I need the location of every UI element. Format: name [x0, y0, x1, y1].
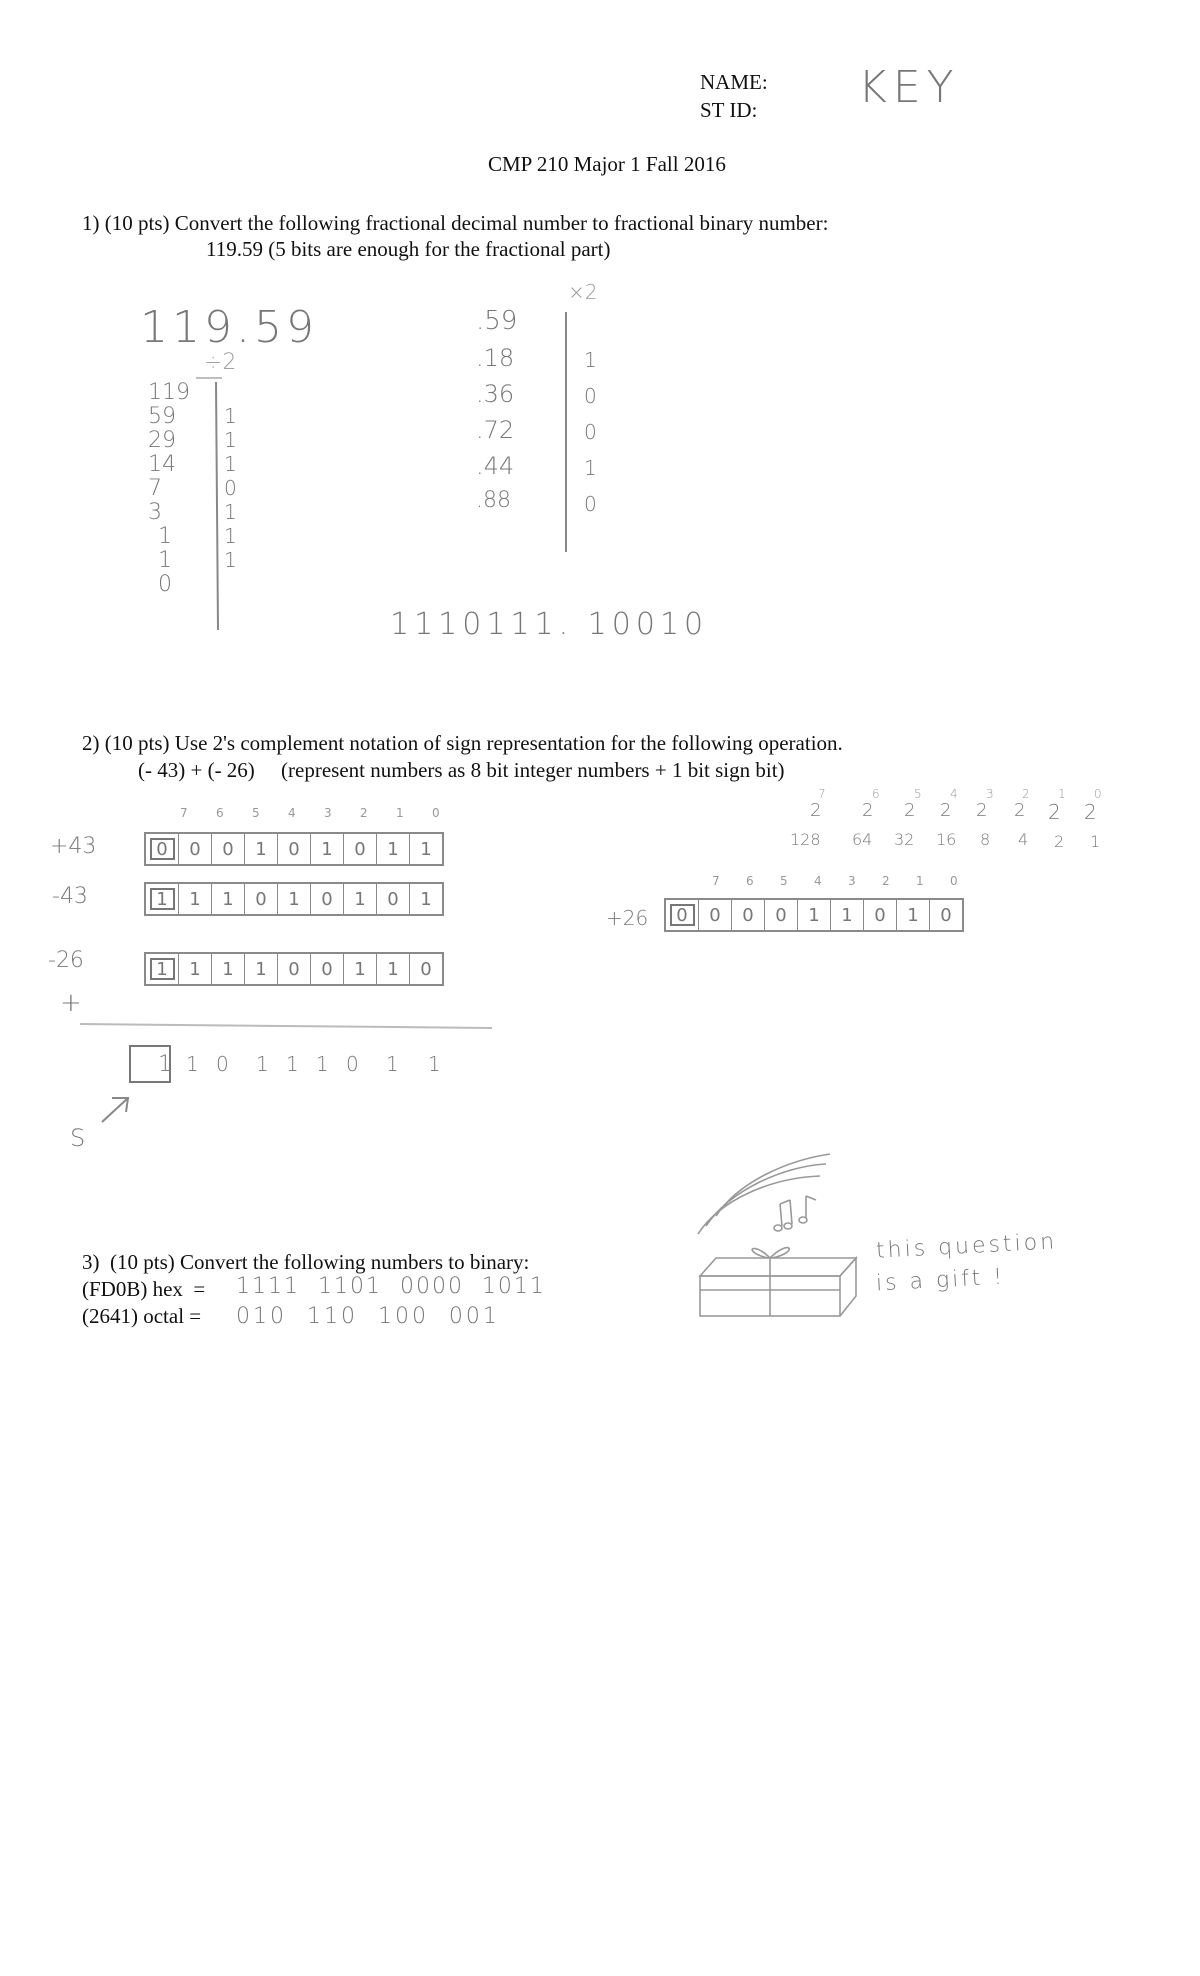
- bit-cell: 0: [940, 904, 952, 926]
- q1-remainder: 1: [224, 452, 237, 476]
- stid-label: ST ID:: [700, 98, 758, 122]
- q1-quotient: 3: [148, 500, 162, 525]
- bit-index: 3: [848, 874, 856, 888]
- octal-answer: 010 110 100 001: [236, 1304, 500, 1329]
- bit-index: 4: [814, 874, 822, 888]
- q1-quotient: 7: [148, 476, 162, 501]
- q1-quotient: 1: [158, 524, 172, 549]
- q1-frac-multiplier: ×2: [568, 280, 598, 304]
- q1-fraction: .88: [476, 488, 511, 513]
- result-bit: 1: [316, 1052, 329, 1076]
- row-label-neg43: -43: [52, 884, 88, 909]
- q1-quotient: 59: [148, 404, 176, 429]
- bit-cell: 1: [344, 884, 377, 914]
- power-value: 4: [1018, 830, 1029, 849]
- q1-divisor: ÷2: [204, 350, 237, 375]
- bit-cell: 0: [420, 958, 432, 980]
- hex-label: (FD0B) hex =: [82, 1277, 206, 1301]
- q1-frac-bit: 0: [584, 384, 597, 408]
- power-base: 2: [976, 800, 988, 821]
- q1-frac-bit: 0: [584, 492, 597, 516]
- bit-index: 7: [712, 874, 720, 888]
- bit-index: 6: [746, 874, 754, 888]
- bit-cell: 1: [420, 838, 432, 860]
- bit-index: 4: [288, 806, 296, 820]
- bit-index: 1: [916, 874, 924, 888]
- q1-fraction: .18: [476, 344, 515, 372]
- result-bit: 1: [386, 1052, 399, 1076]
- q1-frac-bit: 0: [584, 420, 597, 444]
- bit-cell: 1: [146, 954, 179, 984]
- bit-cell: 0: [666, 900, 699, 930]
- q1-frac-bit: 1: [584, 456, 597, 480]
- row-label-pos43: +43: [50, 834, 97, 859]
- power-exp: 6: [872, 787, 880, 801]
- bit-cell: 1: [146, 884, 179, 914]
- bit-cell: 0: [732, 900, 765, 930]
- power-exp: 5: [914, 787, 922, 801]
- bit-cell: 0: [245, 884, 278, 914]
- power-value: 64: [852, 830, 873, 849]
- q1-quotient: 29: [148, 428, 176, 453]
- bit-cell: 1: [831, 900, 864, 930]
- power-base: 2: [1048, 800, 1061, 824]
- bit-cell: 0: [864, 900, 897, 930]
- bit-cell: 0: [278, 834, 311, 864]
- bit-cell: 0: [311, 954, 344, 984]
- bit-cell: 1: [420, 888, 432, 910]
- q1-fraction: .36: [476, 380, 515, 408]
- power-value: 8: [980, 830, 991, 849]
- power-value: 16: [936, 830, 957, 849]
- bit-index: 2: [360, 806, 368, 820]
- power-exp: 7: [818, 787, 826, 801]
- bit-cell: 0: [765, 900, 798, 930]
- power-base: 2: [862, 800, 874, 821]
- bit-cell: 1: [212, 954, 245, 984]
- power-exp: 0: [1094, 787, 1102, 801]
- q2-subprompt: (- 43) + (- 26) (represent numbers as 8 bit integer numbers + 1 bit sign bit): [138, 758, 785, 782]
- bit-index: 7: [180, 806, 188, 820]
- q1-remainder: 1: [224, 428, 237, 452]
- q1-fraction: .72: [476, 416, 515, 444]
- result-bit: 1: [186, 1052, 199, 1076]
- name-label: NAME:: [700, 70, 768, 94]
- row-label-neg26: -26: [48, 948, 84, 973]
- q1-quotient: 0: [158, 572, 172, 597]
- bit-index: 0: [432, 806, 440, 820]
- power-exp: 2: [1022, 787, 1030, 801]
- q1-prompt: 1) (10 pts) Convert the following fractional decimal number to fractional binary number:: [82, 211, 829, 235]
- bit-index: 6: [216, 806, 224, 820]
- bit-cell: 1: [377, 954, 410, 984]
- bit-index: 5: [252, 806, 260, 820]
- bit-cell: 1: [212, 884, 245, 914]
- bit-index: 5: [780, 874, 788, 888]
- bit-index: 3: [324, 806, 332, 820]
- power-value: 128: [790, 830, 821, 849]
- bit-cell: 0: [377, 884, 410, 914]
- bit-cell: 1: [278, 884, 311, 914]
- q1-frac-bit: 1: [584, 348, 597, 372]
- power-base: 2: [1084, 800, 1097, 824]
- power-exp: 1: [1058, 787, 1066, 801]
- q1-remainder: 1: [224, 548, 237, 572]
- course-title: CMP 210 Major 1 Fall 2016: [488, 152, 726, 176]
- bit-cell: 1: [311, 834, 344, 864]
- result-bit: 1: [158, 1052, 172, 1077]
- result-bit: 0: [346, 1052, 359, 1076]
- bit-cell: 1: [897, 900, 930, 930]
- power-base: 2: [810, 800, 822, 821]
- q1-remainder: 1: [224, 404, 237, 428]
- bit-cell: 1: [245, 954, 278, 984]
- result-bit: 1: [286, 1052, 299, 1076]
- result-bit: 1: [428, 1052, 441, 1076]
- bit-cell: 1: [245, 834, 278, 864]
- bit-cell: 0: [179, 834, 212, 864]
- bit-cell: 0: [311, 884, 344, 914]
- bit-cell: 0: [212, 834, 245, 864]
- bit-index: 0: [950, 874, 958, 888]
- q1-fraction: .59: [476, 306, 518, 336]
- q1-subprompt: 119.59 (5 bits are enough for the fractional part): [206, 237, 611, 261]
- gift-caption-line1: this question: [875, 1229, 1058, 1264]
- q1-quotient: 1: [158, 548, 172, 573]
- power-value: 2: [1054, 832, 1065, 851]
- power-exp: 4: [950, 787, 958, 801]
- power-base: 2: [904, 800, 916, 821]
- result-bit: 1: [256, 1052, 269, 1076]
- bit-cell: 1: [179, 884, 212, 914]
- row-label-pos26: +26: [606, 906, 649, 930]
- sign-bit-label: S: [70, 1124, 86, 1152]
- bit-cell: 1: [344, 954, 377, 984]
- power-base: 2: [1014, 800, 1026, 821]
- q1-remainder: 1: [224, 500, 237, 524]
- power-value: 32: [894, 830, 915, 849]
- q1-remainder: 1: [224, 524, 237, 548]
- q1-quotient: 119: [148, 380, 190, 405]
- plus-sign: +: [60, 988, 82, 1018]
- bit-index: 1: [396, 806, 404, 820]
- bit-cell: 0: [344, 834, 377, 864]
- gift-caption-line2: is a gift !: [875, 1264, 1006, 1297]
- q3-prompt: 3) (10 pts) Convert the following numbers to binary:: [82, 1250, 530, 1274]
- power-value: 1: [1090, 832, 1101, 851]
- q1-quotient: 14: [148, 452, 176, 477]
- octal-label: (2641) octal =: [82, 1304, 202, 1328]
- q1-remainder: 0: [224, 476, 237, 500]
- key-mark: KEY: [858, 62, 960, 113]
- q1-answer: 1110111. 10010: [390, 607, 709, 642]
- bit-cell: 0: [278, 954, 311, 984]
- power-exp: 3: [986, 787, 994, 801]
- bit-cell: 1: [377, 834, 410, 864]
- bit-cell: 1: [179, 954, 212, 984]
- q1-fraction: .44: [476, 452, 515, 480]
- bit-cell: 0: [699, 900, 732, 930]
- result-bit: 0: [216, 1052, 229, 1076]
- hex-answer: 1111 1101 0000 1011: [236, 1274, 546, 1299]
- power-base: 2: [940, 800, 952, 821]
- q2-prompt: 2) (10 pts) Use 2's complement notation of sign representation for the following operation.: [82, 731, 843, 755]
- bit-cell: 0: [146, 834, 179, 864]
- bit-index: 2: [882, 874, 890, 888]
- q1-number: 119.59: [140, 302, 318, 353]
- bit-cell: 1: [798, 900, 831, 930]
